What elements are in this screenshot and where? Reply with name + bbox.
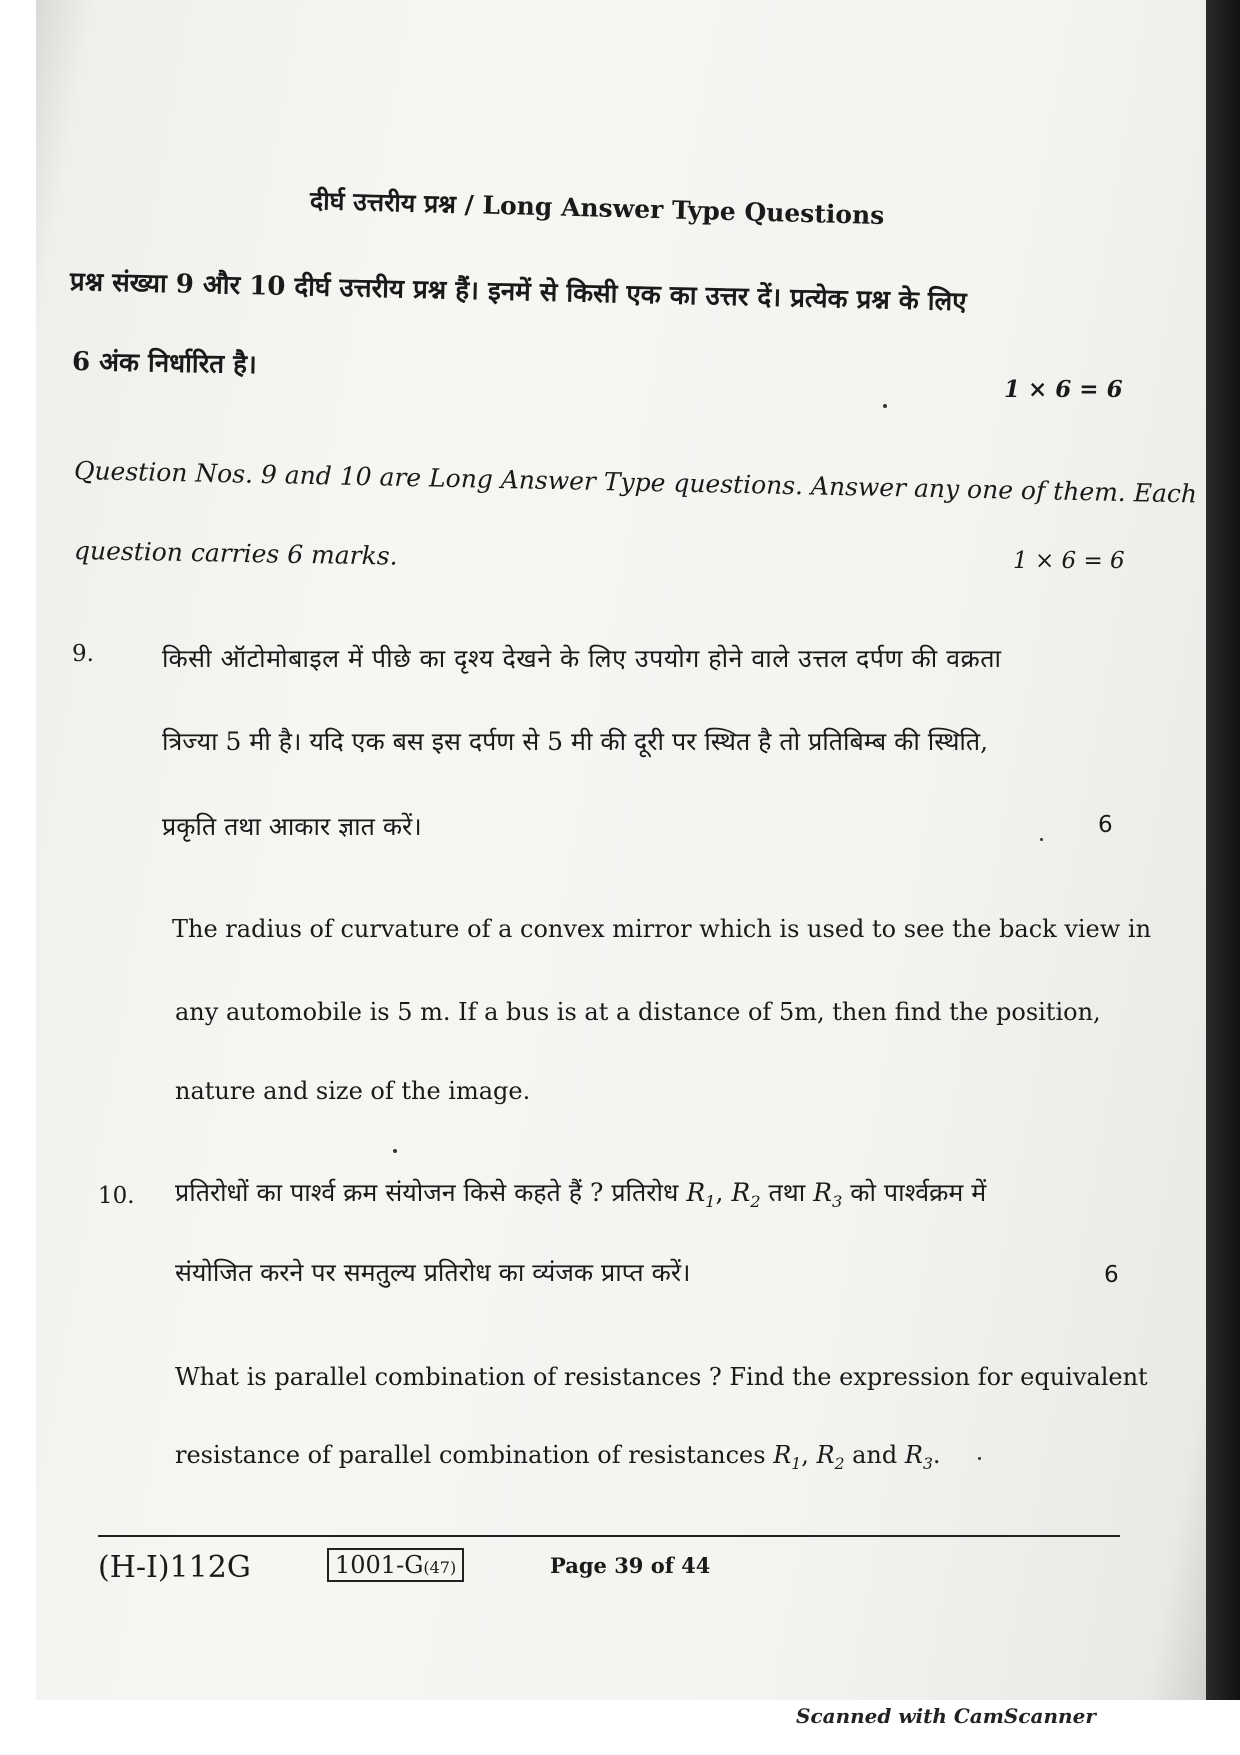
set-code-box: 1001-G(47) [327,1548,464,1582]
question-10-hindi-text-b: तथा [768,1178,806,1207]
instructions-hindi-line2: 6 अंक निर्धारित है। [71,347,258,381]
symbol-r3: $R_3$ [813,1178,843,1211]
question-9-english-line3: nature and size of the image. [175,1077,531,1105]
question-10-hindi-text-c: को पार्श्वक्रम में [850,1178,987,1207]
scanner-watermark: Scanned with CamScanner [796,1704,1096,1728]
question-10-english-line1: What is parallel combination of resistances ? Find the expression for equivalent [175,1363,1148,1391]
scan-speck [883,404,887,408]
question-9-english-line2: any automobile is 5 m. If a bus is at a distance of 5m, then find the position, [175,998,1101,1026]
scan-speck [393,1149,397,1153]
question-10-english-and: and [852,1441,898,1469]
scan-speck [978,1457,981,1460]
question-10-hindi-line1: प्रतिरोधों का पार्श्व क्रम संयोजन किसे कहते हैं ? प्रतिरोध $R_1$, $R_2$ तथा $R_3$ को पार्श्वक्रम में [175,1178,987,1211]
question-9-marks: 6 [1098,812,1113,838]
question-10-marks: 6 [1104,1262,1119,1288]
symbol-r2: $R_2$ [731,1178,761,1211]
footer-rule [98,1535,1120,1537]
symbol-r2-en: $R_2$ [816,1441,845,1473]
instructions-english-line2: question carries 6 marks. [73,536,398,571]
question-9-english-line1: The radius of curvature of a convex mirror which is used to see the back view in [172,915,1152,943]
question-9-number: 9. [72,641,94,667]
question-9-hindi-line1: किसी ऑटोमोबाइल में पीछे का दृश्य देखने के लिए उपयोग होने वाले उत्तल दर्पण की वक्रता [162,644,1002,673]
paper-code: (H-I)112G [98,1550,251,1585]
section-heading: दीर्घ उत्तरीय प्रश्न / Long Answer Type Questions [309,186,885,231]
symbol-r1-en: $R_1$ [773,1441,802,1473]
question-10-english-text: resistance of parallel combination of resistances [175,1441,766,1469]
page-number: Page 39 of 44 [550,1553,711,1578]
question-10-hindi-line2: संयोजित करने पर समतुल्य प्रतिरोध का व्यंजक प्राप्त करें। [175,1258,691,1287]
question-9-hindi-line3: प्रकृति तथा आकार ज्ञात करें। [162,812,422,841]
symbol-r3-en: $R_3$ [904,1441,933,1473]
instructions-hindi-marks: 1 × 6 = 6 [1004,376,1123,403]
question-10-number: 10. [98,1183,135,1209]
instructions-hindi-line1: प्रश्न संख्या 9 और 10 दीर्घ उत्तरीय प्रश्न हैं। इनमें से किसी एक का उत्तर दें। प्रत्येक प्रश्न के लिए [69,267,967,318]
instructions-english-marks: 1 × 6 = 6 [1013,548,1125,574]
instructions-english-line1: Question Nos. 9 and 10 are Long Answer Type questions. Answer any one of them. Each [73,456,1198,509]
symbol-r1: $R_1$ [686,1178,716,1211]
question-10-english-line2: resistance of parallel combination of resistances $R_1$, $R_2$ and $R_3$. [175,1441,941,1473]
question-9-hindi-line2: त्रिज्या 5 मी है। यदि एक बस इस दर्पण से 5 मी की दूरी पर स्थित है तो प्रतिबिम्ब की स्थिति, [162,727,989,756]
scan-speck [1040,838,1043,841]
question-10-hindi-text-a: प्रतिरोधों का पार्श्व क्रम संयोजन किसे कहते हैं ? प्रतिरोध [175,1178,679,1207]
